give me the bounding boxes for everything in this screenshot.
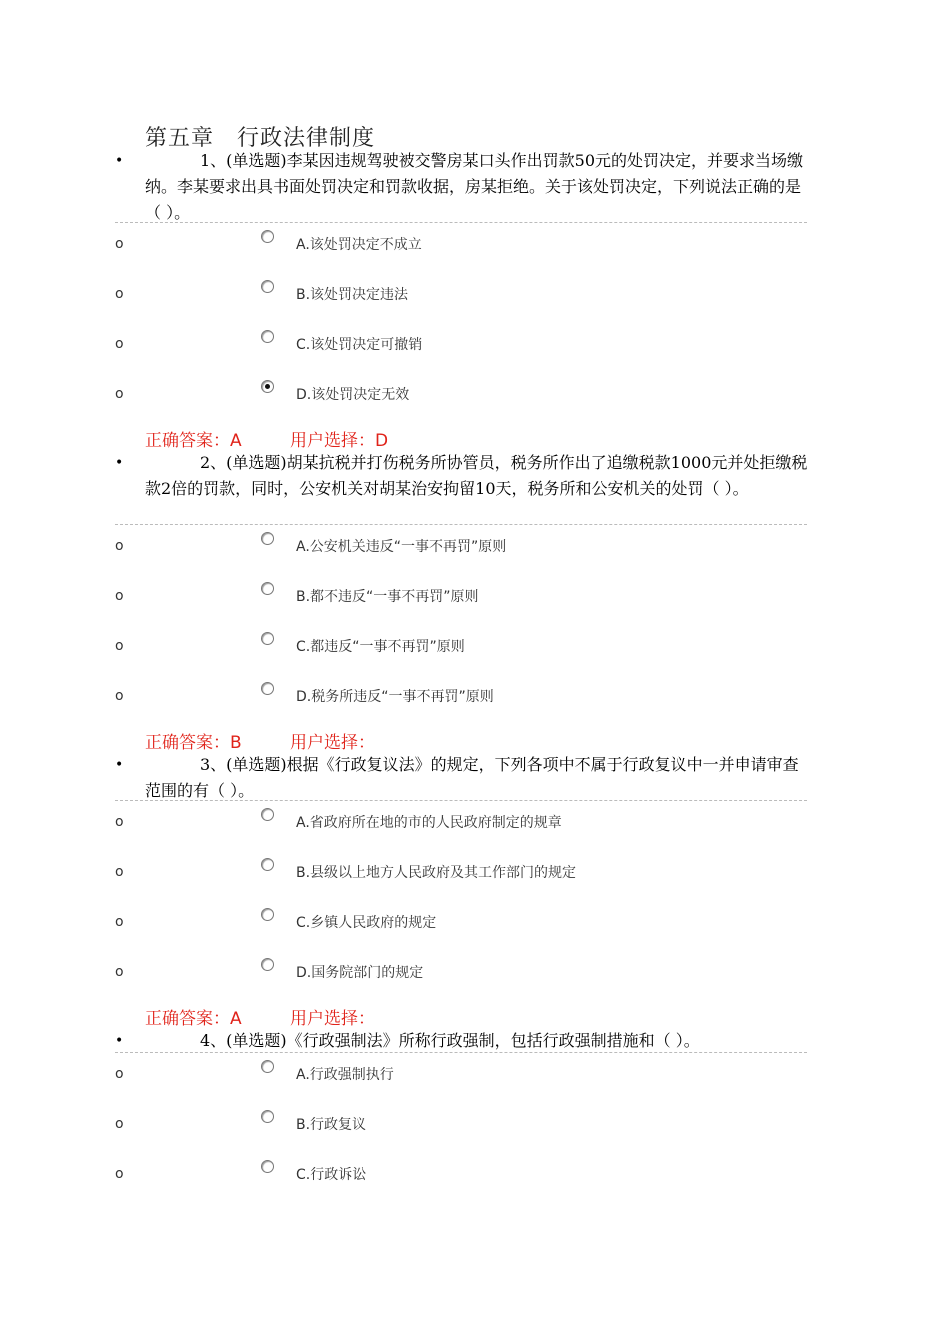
option-c-radio[interactable]: [261, 908, 274, 921]
option-marker: o: [115, 386, 124, 402]
option-marker: o: [115, 964, 124, 980]
option-b-label[interactable]: B.该处罚决定违法: [296, 287, 409, 303]
option-b-label[interactable]: B.县级以上地方人民政府及其工作部门的规定: [296, 865, 577, 881]
question-text: 4、(单选题)《行政强制法》所称行政强制，包括行政强制措施和（ ）。: [200, 1031, 700, 1050]
question-stem: [145, 450, 810, 502]
option-b-radio[interactable]: [261, 858, 274, 871]
option-c-label[interactable]: C.都违反“一事不再罚”原则: [296, 639, 465, 655]
option-a-radio[interactable]: [261, 808, 274, 821]
user-choice: 用户选择：D: [290, 431, 389, 451]
option-b-label[interactable]: B.都不违反“一事不再罚”原则: [296, 589, 479, 605]
correct-answer: 正确答案：A: [145, 1009, 242, 1029]
question-bullet: •: [115, 1033, 124, 1049]
correct-answer: 正确答案：A: [145, 431, 242, 451]
user-choice: 用户选择：: [290, 733, 375, 753]
option-marker: o: [115, 1066, 124, 1082]
answer-line: [145, 1004, 375, 1029]
chapter-title: 第五章 行政法律制度: [145, 126, 376, 151]
option-c-label[interactable]: C.行政诉讼: [296, 1167, 367, 1183]
option-a-label[interactable]: A.该处罚决定不成立: [296, 237, 422, 253]
question-bullet: •: [115, 757, 124, 773]
option-d-radio-selected[interactable]: [261, 380, 274, 393]
option-marker: o: [115, 1116, 124, 1132]
option-d-radio[interactable]: [261, 958, 274, 971]
option-marker: o: [115, 864, 124, 880]
option-d-label[interactable]: D.该处罚决定无效: [296, 387, 410, 403]
question-bullet: •: [115, 455, 124, 471]
option-c-label[interactable]: C.该处罚决定可撤销: [296, 337, 423, 353]
option-b-label[interactable]: B.行政复议: [296, 1117, 367, 1133]
question-stem: [145, 148, 810, 226]
option-marker: o: [115, 688, 124, 704]
option-marker: o: [115, 336, 124, 352]
option-d-radio[interactable]: [261, 682, 274, 695]
option-a-label[interactable]: A.行政强制执行: [296, 1067, 394, 1083]
option-a-radio[interactable]: [261, 1060, 274, 1073]
option-d-label[interactable]: D.税务所违反“一事不再罚”原则: [296, 689, 494, 705]
correct-answer: 正确答案：B: [145, 733, 242, 753]
option-marker: o: [115, 1166, 124, 1182]
question-bullet: •: [115, 153, 124, 169]
option-b-radio[interactable]: [261, 1110, 274, 1123]
divider: [115, 1052, 807, 1053]
option-marker: o: [115, 638, 124, 654]
option-marker: o: [115, 538, 124, 554]
option-a-radio[interactable]: [261, 532, 274, 545]
option-marker: o: [115, 286, 124, 302]
divider: [115, 222, 807, 223]
question-text: 1、(单选题)李某因违规驾驶被交警房某口头作出罚款50元的处罚决定，并要求当场缴纳。李某要求出具书面处罚决定和罚款收据，房某拒绝。关于该处罚决定，下列说法正确的是（ ）。: [145, 151, 804, 222]
option-a-radio[interactable]: [261, 230, 274, 243]
option-a-label[interactable]: A.省政府所在地的市的人民政府制定的规章: [296, 815, 562, 831]
question-stem: [145, 1028, 815, 1054]
option-b-radio[interactable]: [261, 280, 274, 293]
option-marker: o: [115, 814, 124, 830]
question-text: 3、(单选题)根据《行政复议法》的规定，下列各项中不属于行政复议中一并申请审查范围的有（ ）。: [145, 755, 799, 800]
option-b-radio[interactable]: [261, 582, 274, 595]
option-marker: o: [115, 236, 124, 252]
option-c-radio[interactable]: [261, 632, 274, 645]
divider: [115, 524, 807, 525]
question-stem: [145, 752, 810, 804]
divider: [115, 800, 807, 801]
question-text: 2、(单选题)胡某抗税并打伤税务所协管员，税务所作出了追缴税款1000元并处拒缴税款2倍的罚款，同时，公安机关对胡某治安拘留10天，税务所和公安机关的处罚（ ）。: [145, 453, 808, 498]
option-marker: o: [115, 914, 124, 930]
answer-line: [145, 728, 375, 753]
option-c-radio[interactable]: [261, 1160, 274, 1173]
option-d-label[interactable]: D.国务院部门的规定: [296, 965, 424, 981]
option-marker: o: [115, 588, 124, 604]
answer-line: [145, 426, 389, 451]
option-c-radio[interactable]: [261, 330, 274, 343]
option-c-label[interactable]: C.乡镇人民政府的规定: [296, 915, 437, 931]
user-choice: 用户选择：: [290, 1009, 375, 1029]
option-a-label[interactable]: A.公安机关违反“一事不再罚”原则: [296, 539, 507, 555]
